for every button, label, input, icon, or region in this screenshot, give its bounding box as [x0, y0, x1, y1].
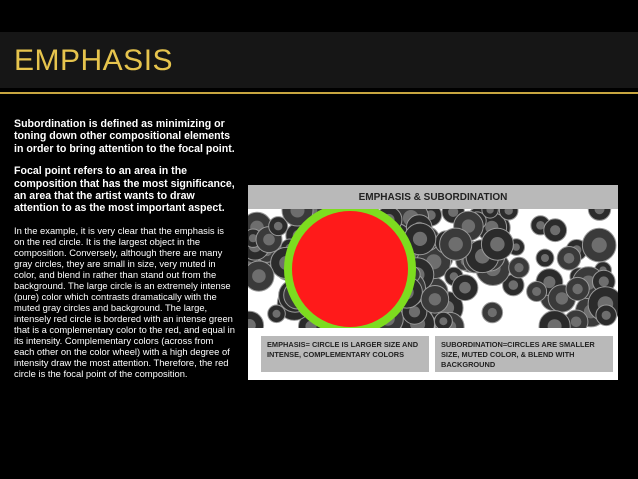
gray-circle-center: [490, 237, 504, 251]
gray-circle-center: [602, 311, 611, 320]
caption-subordination: SUBORDINATION=CIRCLES ARE SMALLER SIZE, MUTED COLOR, & BLEND WITH BACKGROUND: [435, 336, 613, 372]
gray-circle-center: [274, 222, 283, 231]
focal-point-definition: Focal point refers to an area in the composition that has the most significance, an area that the artist wants to draw attention to as the most important aspect.: [14, 165, 235, 215]
gray-circle-center: [564, 253, 575, 264]
figure-title: EMPHASIS & SUBORDINATION: [248, 185, 618, 209]
circles-artwork: [248, 209, 618, 328]
example-paragraph: In the example, it is very clear that the emphasis is on the red circle. It is the largest object in the composition. Conversely, although there are many gray circles, they are small in size, very muted in color, and blend in rather than stand out from the background. The large circle is an extremely intense (pure) color which contrasts dramatically with the muted gray circles and background. The large, intensely red circle is bordered with an intense green that is a complementary color to the red, and equal in its intensity. Complementary colors (across from each other on the color wheel) with a high degree of intensity draw the most attention. Therefore, the red circle is the focal point of the composition.: [14, 224, 235, 379]
figure-artwork: [248, 209, 618, 328]
gray-circle-center: [571, 317, 582, 328]
focal-circle: [292, 211, 408, 327]
gray-circle-center: [429, 293, 441, 305]
gray-circle-center: [572, 284, 582, 294]
gray-circle-center: [541, 254, 549, 262]
gray-circle-center: [550, 225, 560, 235]
gray-circle-center: [488, 308, 497, 317]
gray-circle-center: [599, 276, 609, 286]
slide-body: [14, 118, 236, 379]
caption-emphasis: EMPHASIS= CIRCLE IS LARGER SIZE AND INTENSE, COMPLEMENTARY COLORS: [261, 336, 429, 372]
gray-circle-center: [273, 310, 281, 318]
gray-circle-center: [413, 232, 427, 246]
gray-circle-center: [439, 317, 447, 325]
slide-title: EMPHASIS: [14, 44, 174, 77]
title-divider: [0, 92, 638, 94]
gray-circle-center: [509, 280, 519, 290]
gray-circle-center: [252, 269, 266, 283]
subordination-definition: Subordination is defined as minimizing or toning down other compositional elements in order to bring attention to the focal point.: [14, 118, 235, 155]
gray-circle-center: [459, 282, 471, 294]
gray-circle-center: [532, 287, 541, 296]
gray-circle-center: [514, 263, 523, 272]
figure-captions: [248, 328, 618, 380]
gray-circle-center: [263, 234, 275, 246]
gray-circle-center: [449, 237, 463, 251]
gray-circle-center: [592, 238, 607, 253]
gray-circle-center: [556, 292, 568, 304]
emphasis-figure: [248, 185, 618, 380]
